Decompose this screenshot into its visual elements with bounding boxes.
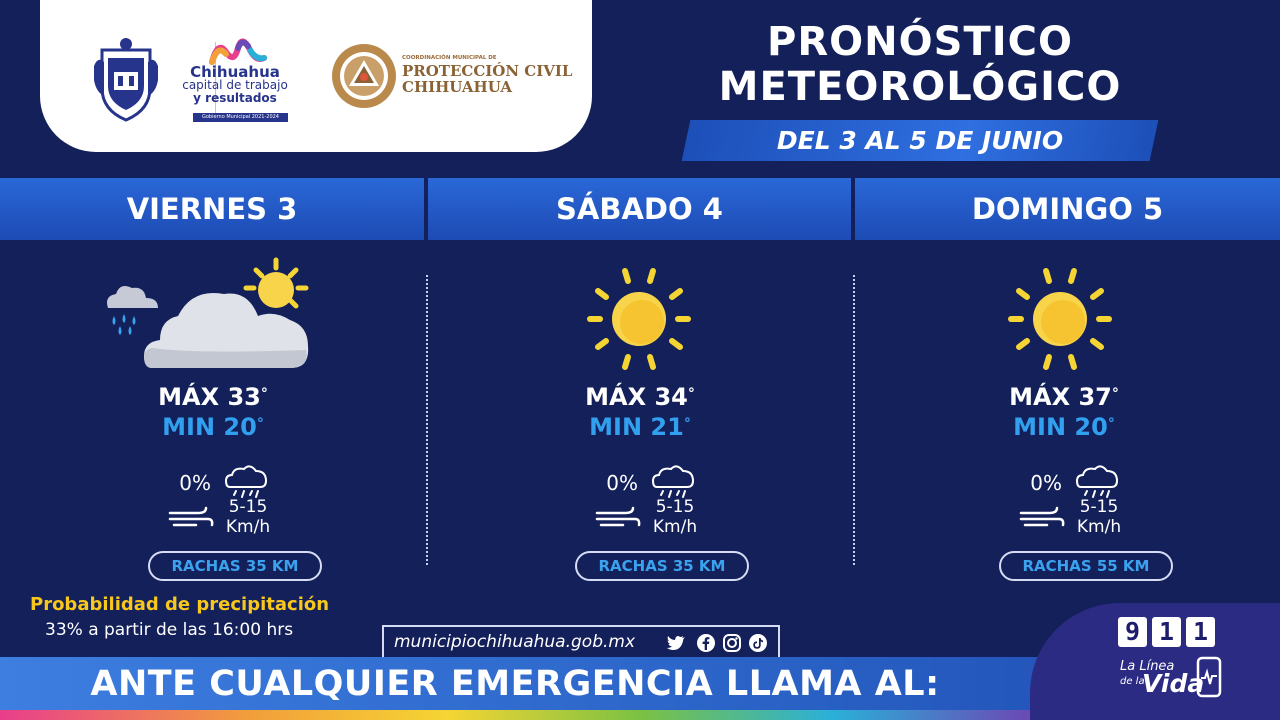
coat-of-arms-icon [92, 36, 160, 124]
linea-vida-la: La Línea [1120, 659, 1175, 674]
max-temp [0, 383, 426, 411]
date-range: DEL 3 AL 5 DE JUNIO [776, 126, 1064, 155]
precip-value: 0% [606, 471, 638, 495]
linea-vida-vida: Vida [1142, 669, 1205, 698]
website-link[interactable]: municipiochihuahua.gob.mx [394, 632, 636, 652]
day-header-1: VIERNES 3 [0, 178, 424, 240]
emergency-digit: 1 [1152, 617, 1181, 647]
emergency-digit: 1 [1186, 617, 1215, 647]
partly-cloudy-rain-icon [98, 250, 322, 376]
wind-icon [168, 505, 214, 531]
phone-icon [1196, 656, 1222, 698]
degree-symbol: ° [687, 386, 695, 402]
facebook-icon[interactable] [696, 633, 716, 653]
municipio-line3: y resultados [193, 91, 277, 105]
chihuahua-logo-icon [208, 36, 268, 66]
wind-icon [1019, 505, 1065, 531]
precip-row [427, 455, 853, 495]
wind-range: 5-15 [655, 497, 695, 517]
wind-row [851, 497, 1277, 537]
max-temp-value: MÁX 34 [585, 383, 688, 411]
day-header-2: SÁBADO 4 [428, 178, 851, 240]
day-header-3: DOMINGO 5 [855, 178, 1280, 240]
linea-vida-de: de la [1120, 676, 1145, 687]
page-title [660, 20, 1180, 110]
emergency-number[interactable] [1118, 617, 1220, 647]
emergency-digit: 9 [1118, 617, 1147, 647]
pc-coord-label: COORDINACIÓN MUNICIPAL DE [402, 55, 497, 61]
max-temp [851, 383, 1277, 411]
twitter-icon[interactable] [666, 633, 686, 653]
degree-symbol: ° [1111, 386, 1119, 402]
website-box [382, 625, 780, 659]
degree-symbol: ° [260, 386, 268, 402]
min-temp-value: MIN 20 [162, 413, 257, 441]
municipio-line2: capital de trabajo [182, 78, 288, 92]
precip-row [851, 455, 1277, 495]
min-temp-value: MIN 21 [589, 413, 684, 441]
day-column-2 [427, 245, 853, 590]
precip-value: 0% [1030, 471, 1062, 495]
max-temp-value: MÁX 33 [158, 383, 261, 411]
municipio-line1: Chihuahua [190, 63, 280, 81]
pc-line2: CHIHUAHUA [402, 78, 512, 96]
max-temp-value: MÁX 37 [1009, 383, 1112, 411]
wind-unit: Km/h [1076, 517, 1122, 537]
wind-unit: Km/h [225, 517, 271, 537]
municipio-name [180, 63, 290, 105]
min-temp-value: MIN 20 [1013, 413, 1108, 441]
wind-speed [649, 497, 701, 537]
municipio-gov-label: Gobierno Municipal 2021-2024 [193, 113, 288, 122]
day-column-3 [851, 245, 1277, 590]
pc-line1: PROTECCIÓN CIVIL [402, 62, 573, 80]
rain-cloud-icon [651, 463, 697, 501]
wind-icon [595, 505, 641, 531]
precip-value: 0% [179, 471, 211, 495]
rachas-badge: RACHAS 35 KM [148, 551, 322, 581]
title-line1: PRONÓSTICO [767, 19, 1073, 65]
sun-icon [584, 267, 694, 371]
instagram-icon[interactable] [722, 633, 742, 653]
wind-speed [1073, 497, 1125, 537]
wind-speed [222, 497, 274, 537]
day-column-1 [0, 245, 426, 590]
precip-note-title: Probabilidad de precipitación [30, 594, 330, 615]
wind-range: 5-15 [1079, 497, 1119, 517]
min-temp [427, 413, 853, 441]
wind-range: 5-15 [228, 497, 268, 517]
wind-unit: Km/h [652, 517, 698, 537]
degree-symbol: ° [1107, 416, 1115, 432]
emergency-text: ANTE CUALQUIER EMERGENCIA LLAMA AL: [90, 664, 940, 704]
precip-row [0, 455, 426, 495]
min-temp [0, 413, 426, 441]
wind-row [0, 497, 426, 537]
rachas-badge: RACHAS 55 KM [999, 551, 1173, 581]
degree-symbol: ° [683, 416, 691, 432]
pc-name [402, 63, 572, 95]
title-line2: METEOROLÓGICO [718, 64, 1122, 110]
tiktok-icon[interactable] [748, 633, 768, 653]
min-temp [851, 413, 1277, 441]
rachas-badge: RACHAS 35 KM [575, 551, 749, 581]
degree-symbol: ° [256, 416, 264, 432]
logo-panel [40, 0, 592, 152]
rain-cloud-icon [224, 463, 270, 501]
sun-icon [1005, 267, 1115, 371]
precip-note-body: 33% a partir de las 16:00 hrs [45, 620, 294, 640]
proteccion-civil-emblem-icon [330, 42, 398, 110]
rain-cloud-icon [1075, 463, 1121, 501]
max-temp [427, 383, 853, 411]
wind-row [427, 497, 853, 537]
